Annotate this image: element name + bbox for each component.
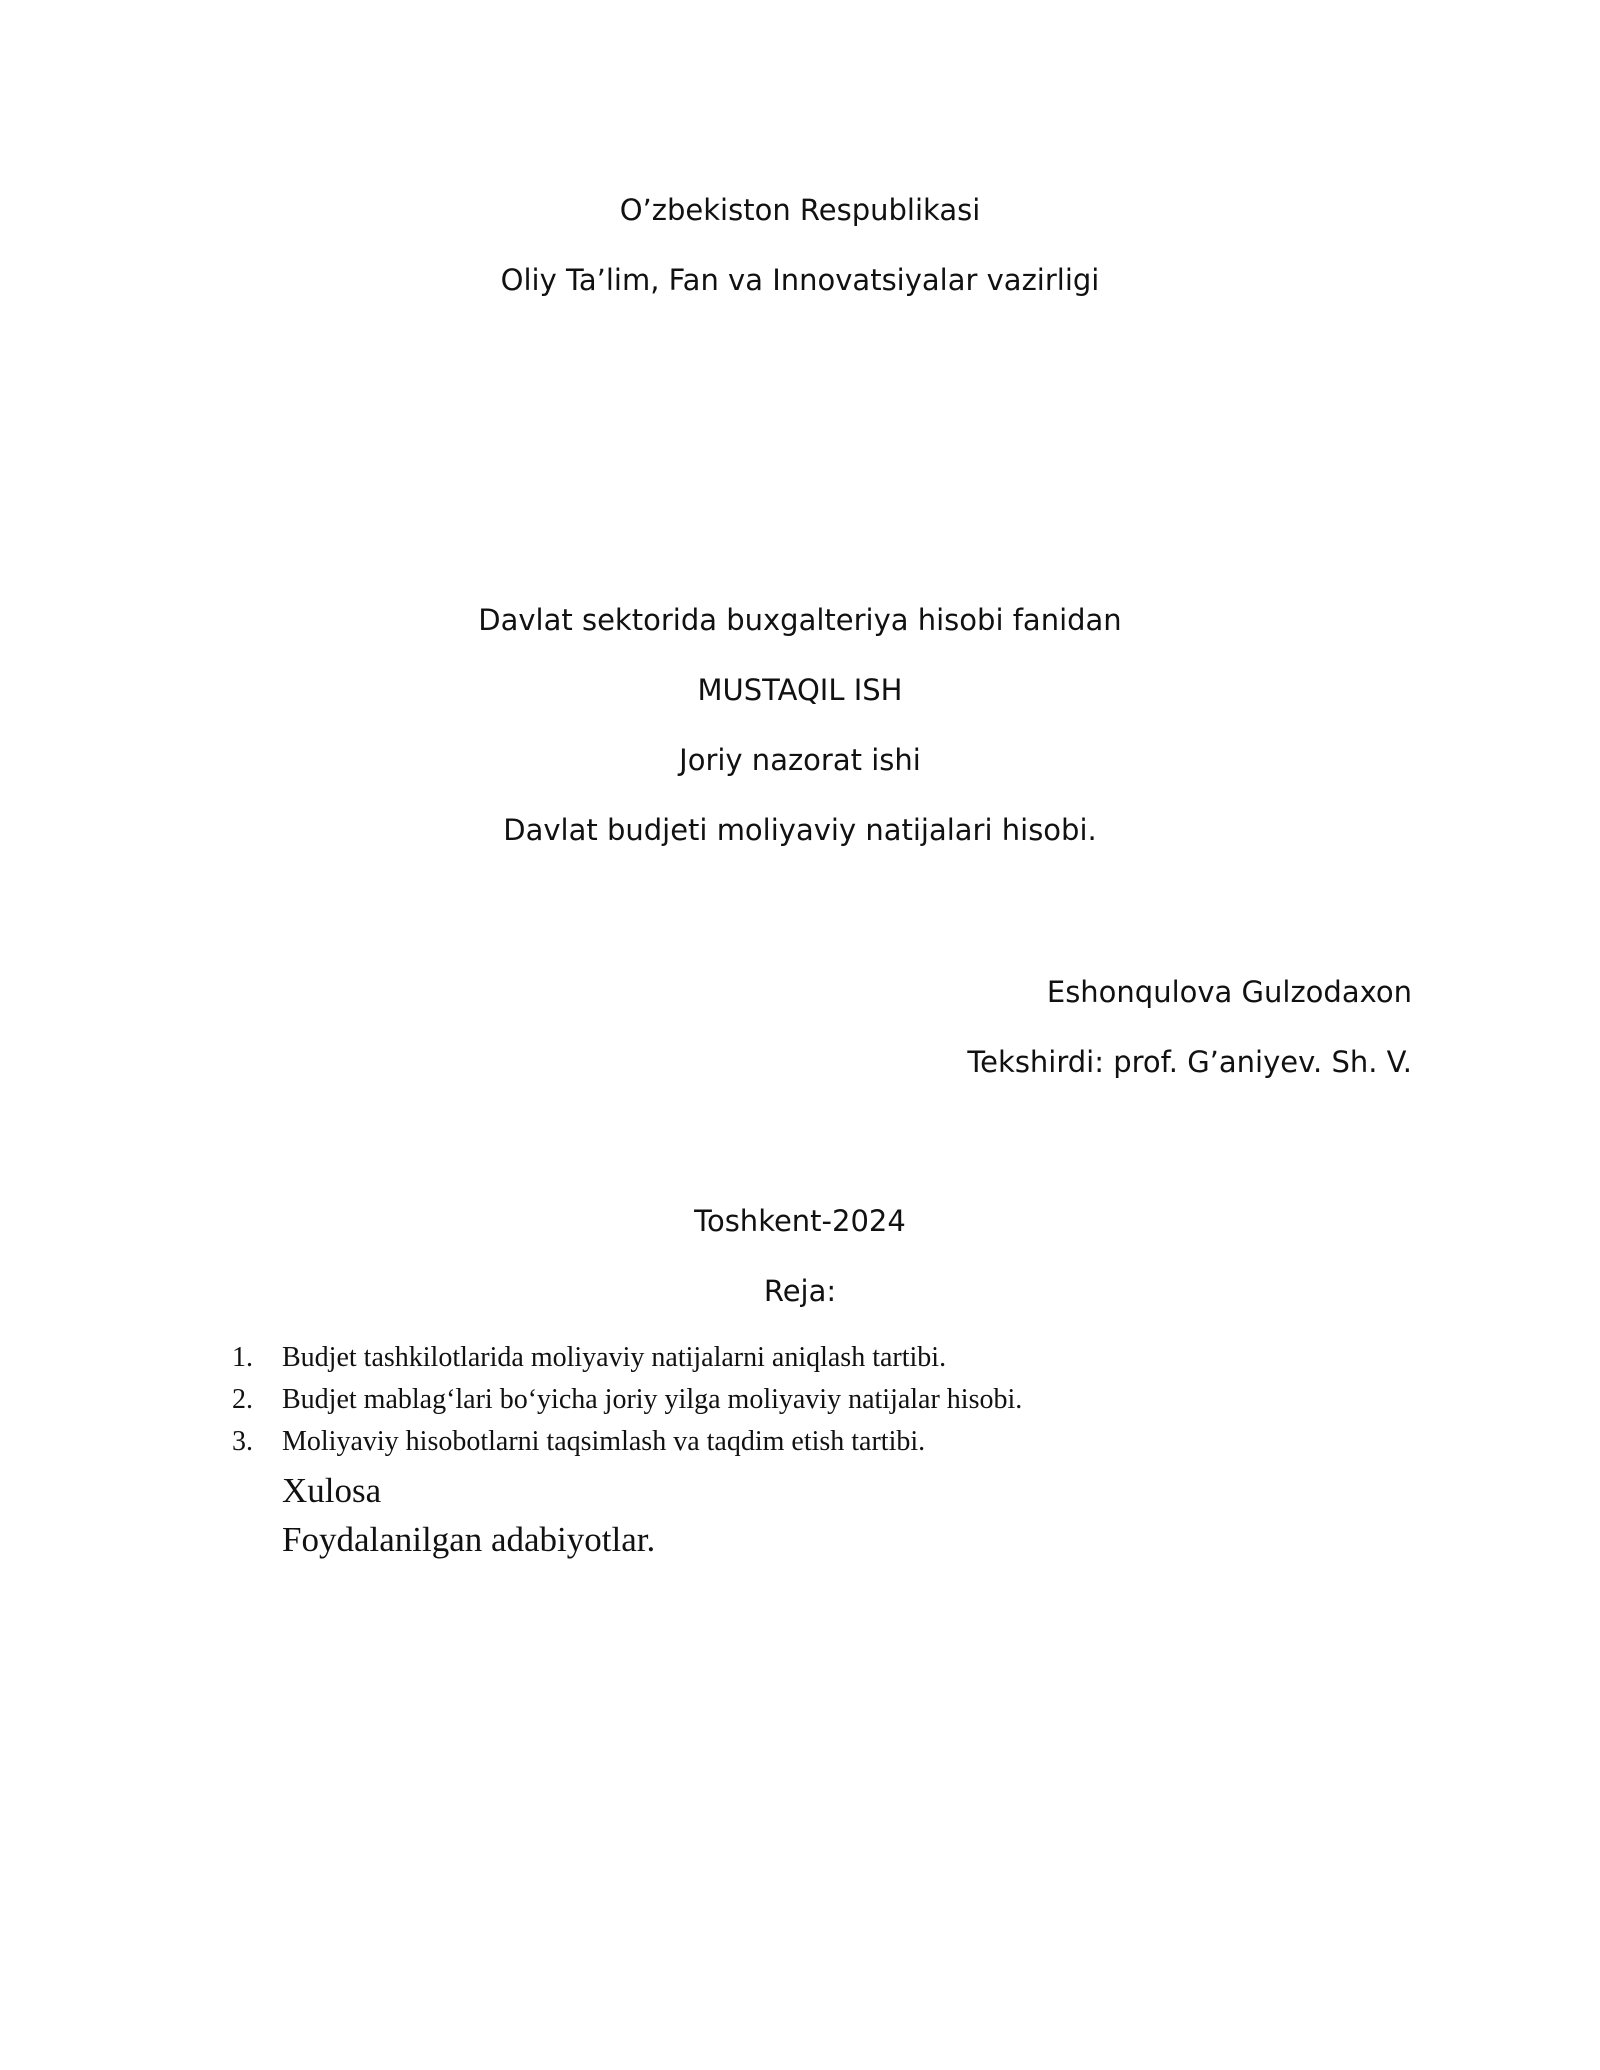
list-item: [232, 1379, 1432, 1421]
control-type-line: Joriy nazorat ishi: [679, 743, 921, 777]
list-item: [232, 1337, 1432, 1379]
subject-line: Davlat sektorida buxgalteriya hisobi fanidan: [478, 603, 1122, 637]
plan-list: [232, 1337, 1432, 1463]
references-item: Foydalanilgan adabiyotlar.: [282, 1520, 656, 1559]
list-item-text: Budjet mablag‘lari bo‘yicha joriy yilga moliyaviy natijalar hisobi.: [282, 1384, 1023, 1415]
ministry-name: Oliy Ta’lim, Fan va Innovatsiyalar vazirligi: [500, 263, 1100, 297]
city-year: Toshkent-2024: [694, 1204, 906, 1238]
conclusion-item: Xulosa: [282, 1471, 382, 1510]
work-type-title: MUSTAQIL ISH: [697, 673, 903, 707]
list-item-text: Moliyaviy hisobotlarni taqsimlash va taqdim etish tartibi.: [282, 1426, 926, 1457]
plan-heading: Reja:: [763, 1274, 837, 1308]
list-item-number: 3.: [232, 1426, 253, 1457]
author-name: Eshonqulova Gulzodaxon: [1046, 975, 1412, 1009]
list-item: [232, 1421, 1432, 1463]
list-item-text: Budjet tashkilotlarida moliyaviy natijalarni aniqlash tartibi.: [282, 1342, 947, 1373]
topic-line: Davlat budjeti moliyaviy natijalari hisobi.: [503, 813, 1097, 847]
list-item-number: 2.: [232, 1384, 253, 1415]
checker-line: Tekshirdi: prof. G’aniyev. Sh. V.: [967, 1045, 1412, 1079]
list-item-number: 1.: [232, 1342, 253, 1373]
country-name: O’zbekiston Respublikasi: [619, 193, 981, 227]
